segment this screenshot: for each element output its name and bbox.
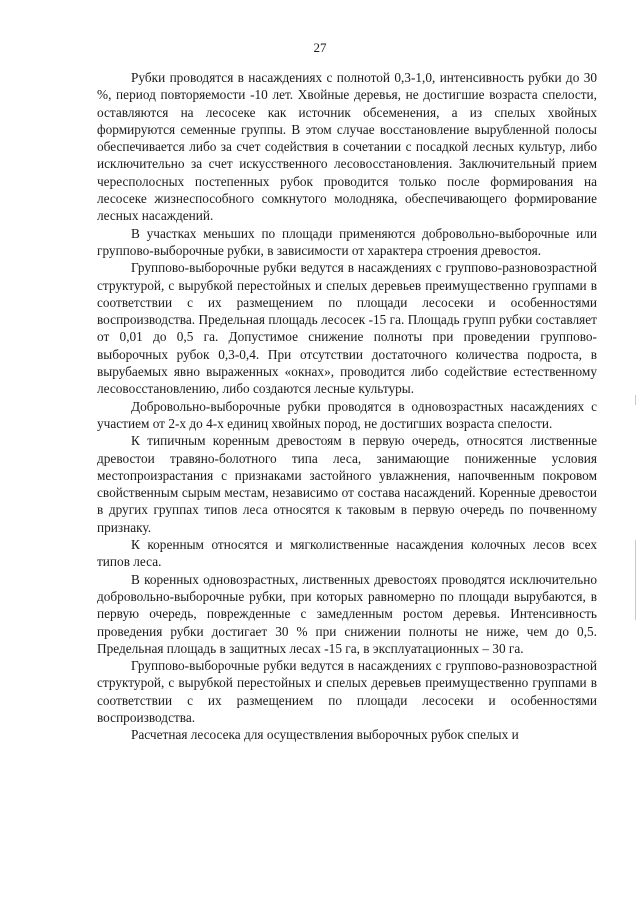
paragraph-6: К коренным относятся и мягколиственные насаждения колочных лесов всех типов леса. — [97, 537, 597, 570]
paragraph-2: В участках меньших по площади применяются добровольно-выборочные или группово-выборочные рубки, в зависимости от характера строения древостоя. — [97, 225, 597, 258]
paragraph-1: Рубки проводятся в насаждениях с полнотой 0,3-1,0, интенсивность рубки до 30 %, период повторяемости -10 лет. Хвойные деревья, не достигшие возраста спелости, оставляются на лесосеке как источник обсеменения, а из спелых хвойных формируются семенные группы. В этом случае восстановление вырубленной полосы обеспечивается либо за счет содействия в сочетании с посадкой лесных культур, либо исключительно за счет искусственного лесовосстановления. Заключительный прием чересполосных постепенных рубок проводится только после формирования на лесосеке жизнеспособного сомкнутого молодняка, обеспечивающего формирование лесных насаждений. — [97, 70, 597, 224]
paragraph-5: К типичным коренным древостоям в первую очередь, относятся лиственные древостои травяно-болотного типа леса, занимающие пониженные условия местопроизрастания с признаками застойного увлажнения, напочвенным покровом свойственным сырым местам, независимо от состава насаждений. Коренные древостои в других группах типов леса относятся к таковым в первую очередь по почвенному признаку. — [97, 433, 597, 535]
body-text — [97, 69, 597, 744]
paragraph-3: Группово-выборочные рубки ведутся в насаждениях с группово-разновозрастной структурой, с вырубкой перестойных и спелых деревьев преимущественно группами в соответствии с их размещением по площади лесосеки и особенностями воспроизводства. Предельная площадь лесосек -15 га. Площадь групп рубки составляет от 0,01 до 0,5 га. Допустимое снижение полноты при проведении группово-выборочных рубок 0,3-0,4. При отсутствии достаточного количества подроста, в вырубаемых явно выраженных «окнах», проводится либо содействие естественному лесовосстановлению, либо создаются лесные культуры. — [97, 260, 597, 397]
paragraph-9: Расчетная лесосека для осуществления выборочных рубок спелых и — [131, 727, 519, 743]
scan-edge-mark — [635, 395, 636, 405]
paragraph-4: Добровольно-выборочные рубки проводятся в одновозрастных насаждениях с участием от 2-х до 4-х единиц хвойных пород, не достигших возраста спелости. — [97, 398, 597, 431]
paragraph-8: Группово-выборочные рубки ведутся в насаждениях с группово-разновозрастной структурой, с вырубкой перестойных и спелых деревьев преимущественно группами в соответствии с их размещением по площади лесосеки и особенностями воспроизводства. — [97, 658, 597, 725]
scan-edge-mark — [635, 540, 636, 620]
paragraph-7: В коренных одновозрастных, лиственных древостоях проводятся исключительно добровольно-выборочные рубки, при которых равномерно по площади вырубаются, в первую очередь, поврежденные с замедленным ростом деревья. Интенсивность проведения рубки достигает 30 % при снижении полноты не ниже, чем до 0,5. Предельная площадь в защитных лесах -15 га, в эксплуатационных – 30 га. — [97, 571, 597, 656]
page-number: 27 — [313, 40, 327, 55]
